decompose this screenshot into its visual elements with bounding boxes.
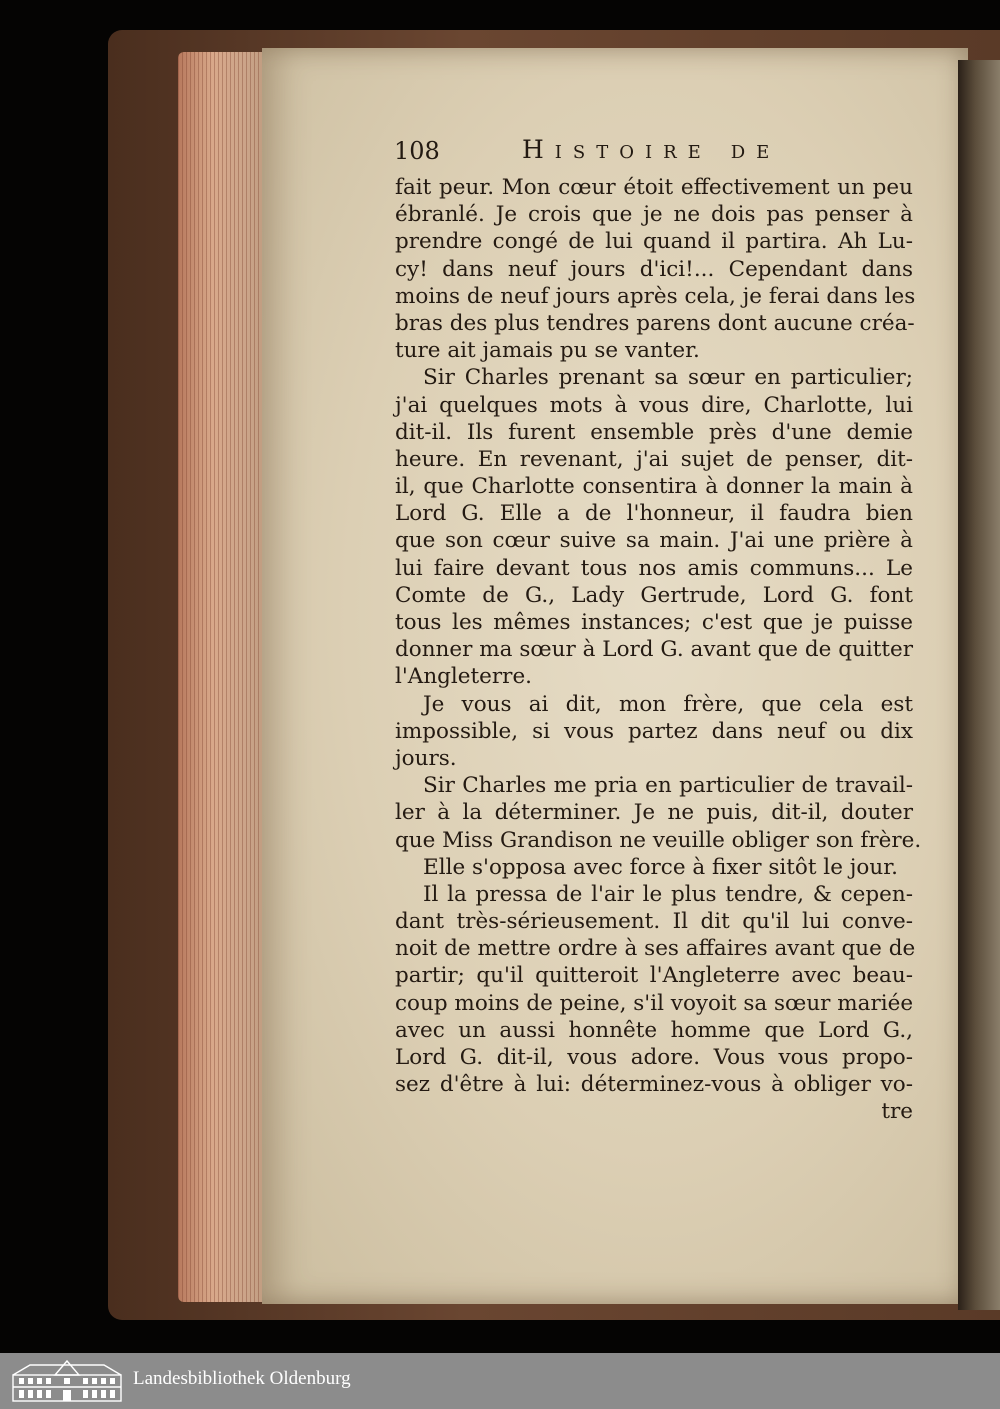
text-line: j'ai quelques mots à vous dire, Charlotte, lui xyxy=(395,392,913,418)
text-line: fait peur. Mon cœur étoit effectivement un peu xyxy=(395,175,913,200)
text-line: coup moins de peine, s'il voyoit sa sœur mariée xyxy=(395,990,914,1016)
text-line: noit de mettre ordre à ses affaires avant que de xyxy=(395,936,916,962)
text-line: que Miss Grandison ne veuille obliger son frère. xyxy=(395,827,922,853)
text-line: donner ma sœur à Lord G. avant que de quitter xyxy=(395,637,913,663)
text-line: moins de neuf jours après cela, je ferai dans les xyxy=(395,283,916,309)
body-text xyxy=(395,174,922,1126)
running-title: Histoire de xyxy=(522,135,781,164)
text-line: l'Angleterre. xyxy=(395,664,532,690)
text-line: jours. xyxy=(395,745,457,771)
text-line: bras des plus tendres parens dont aucune créa- xyxy=(395,310,915,336)
text-line: heure. En revenant, j'ai sujet de penser, dit- xyxy=(395,446,913,472)
text-line: impossible, si vous partez dans neuf ou dix xyxy=(395,718,913,744)
text-line: partir; qu'il quitteroit l'Angleterre avec beau- xyxy=(395,963,913,989)
text-line: Comte de G., Lady Gertrude, Lord G. font xyxy=(395,582,913,608)
text-line: ébranlé. Je crois que je ne dois pas penser à xyxy=(395,202,913,228)
library-building-logo-icon xyxy=(10,1359,124,1403)
library-name: Landesbibliothek Oldenburg xyxy=(133,1368,351,1389)
text-line: Lord G. Elle a de l'honneur, il faudra bien xyxy=(395,501,913,527)
text-line: Lord G. dit-il, vous adore. Vous vous propo- xyxy=(395,1045,913,1070)
text-line: que son cœur suive sa main. J'ai une prière à xyxy=(395,528,913,554)
text-line: Je vous ai dit, mon frère, que cela est xyxy=(423,691,913,717)
text-line: Sir Charles me pria en particulier de travail- xyxy=(423,773,913,799)
text-line: lui faire devant tous nos amis communs... Le xyxy=(395,555,913,581)
footer-bar xyxy=(0,1353,1000,1409)
text-line: dit-il. Ils furent ensemble près d'une demie xyxy=(395,419,913,445)
text-line: avec un aussi honnête homme que Lord G., xyxy=(395,1017,913,1043)
text-line: il, que Charlotte consentira à donner la main à xyxy=(395,474,913,500)
text-line: sez d'être à lui: déterminez-vous à obliger vo- xyxy=(395,1072,913,1098)
text-line: cy! dans neuf jours d'ici!... Cependant dans xyxy=(395,256,913,282)
running-head xyxy=(394,135,924,175)
text-line: ler à la déterminer. Je ne puis, dit-il, douter xyxy=(395,800,913,826)
text-line: ture ait jamais pu se vanter. xyxy=(395,338,700,364)
text-line: prendre congé de lui quand il partira. Ah Lu- xyxy=(395,229,913,255)
text-line: Elle s'opposa avec force à fixer sitôt le jour. xyxy=(423,854,898,880)
text-line: Il la pressa de l'air le plus tendre, & cepen- xyxy=(423,881,913,907)
text-line: dant très-sérieusement. Il dit qu'il lui conve- xyxy=(395,909,913,935)
facing-page-gutter xyxy=(958,60,1000,1310)
text-line: Sir Charles prenant sa sœur en particulier; xyxy=(423,365,913,391)
page-number: 108 xyxy=(394,137,440,165)
catchword: tre xyxy=(881,1099,913,1125)
text-line: tous les mêmes instances; c'est que je puisse xyxy=(395,610,913,635)
